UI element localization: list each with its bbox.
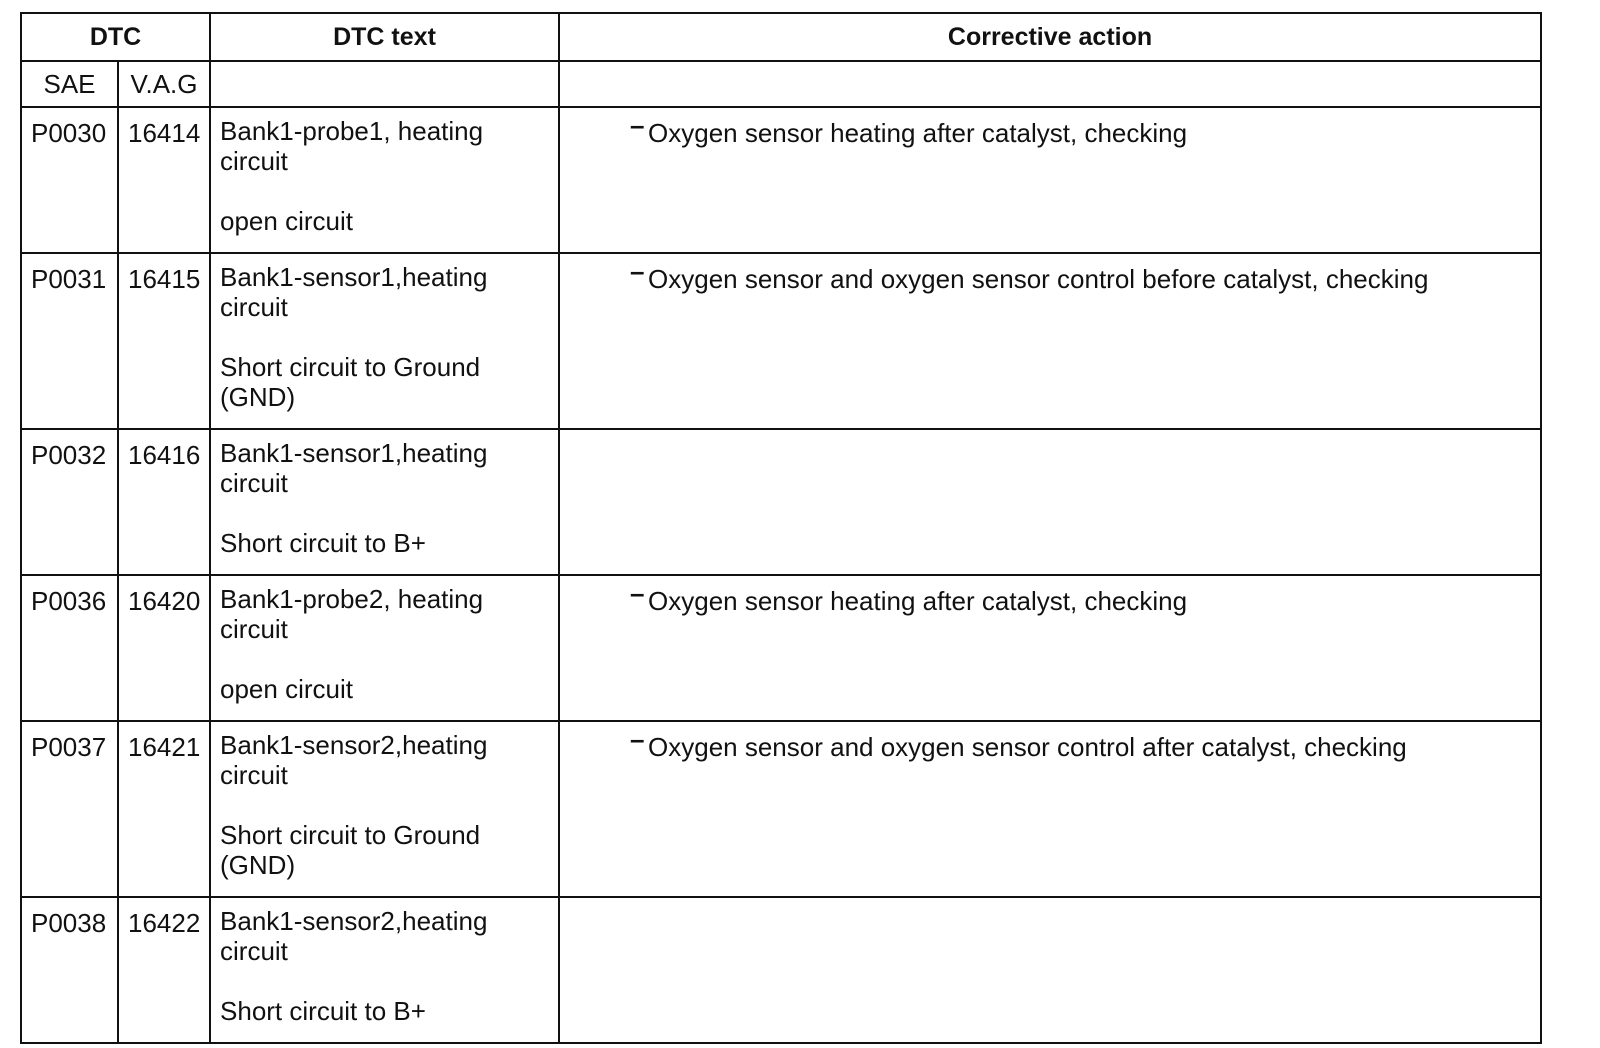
action-link[interactable]: Oxygen sensor and oxygen sensor control before catalyst, checking (648, 264, 1429, 294)
dtc-text-fault: Short circuit to Ground (GND) (220, 352, 481, 412)
table-row (21, 721, 1541, 897)
header-sae: SAE (21, 61, 118, 107)
table-row (21, 253, 1541, 429)
sae-code: P0031 (21, 253, 118, 429)
corrective-action-empty (559, 429, 1541, 575)
corrective-action (559, 253, 1541, 429)
table-row (21, 575, 1541, 721)
action-link[interactable]: Oxygen sensor heating after catalyst, checking (648, 118, 1188, 148)
sae-code: P0030 (21, 107, 118, 253)
header-row-main (21, 13, 1541, 61)
sae-code: P0037 (21, 721, 118, 897)
dash-bullet-icon: – (630, 110, 645, 140)
action-link[interactable]: Oxygen sensor and oxygen sensor control after catalyst, checking (648, 732, 1407, 762)
dtc-text (210, 897, 559, 1043)
vag-code: 16420 (118, 575, 210, 721)
dash-bullet-icon: – (630, 256, 645, 286)
sae-code: P0038 (21, 897, 118, 1043)
sae-code: P0032 (21, 429, 118, 575)
dtc-text-component: Bank1-probe1, heating circuit (220, 116, 484, 176)
corrective-action-empty (559, 897, 1541, 1043)
dash-bullet-icon: – (630, 724, 645, 754)
dtc-text-component: Bank1-sensor1,heating circuit (220, 438, 488, 498)
action-link[interactable]: Oxygen sensor heating after catalyst, checking (648, 586, 1188, 616)
vag-code: 16415 (118, 253, 210, 429)
table-row (21, 429, 1541, 575)
header-corrective-action: Corrective action (559, 13, 1541, 61)
vag-code: 16421 (118, 721, 210, 897)
dtc-text-component: Bank1-sensor2,heating circuit (220, 906, 488, 966)
dtc-text (210, 721, 559, 897)
dtc-text-fault: open circuit (220, 206, 353, 236)
dtc-text-component: Bank1-sensor2,heating circuit (220, 730, 488, 790)
dtc-text (210, 429, 559, 575)
vag-code: 16422 (118, 897, 210, 1043)
dtc-text-fault: open circuit (220, 674, 353, 704)
table-row (21, 897, 1541, 1043)
header-empty-cell (559, 61, 1541, 107)
header-dtc-text: DTC text (210, 13, 559, 61)
table-row (21, 107, 1541, 253)
corrective-action (559, 575, 1541, 721)
header-dtc: DTC (21, 13, 210, 61)
dtc-text-fault: Short circuit to B+ (220, 996, 426, 1026)
dtc-text-component: Bank1-sensor1,heating circuit (220, 262, 488, 322)
header-vag: V.A.G (118, 61, 210, 107)
dtc-text-fault: Short circuit to B+ (220, 528, 426, 558)
dtc-text (210, 107, 559, 253)
vag-code: 16416 (118, 429, 210, 575)
dtc-text (210, 253, 559, 429)
dtc-table (20, 12, 1542, 1044)
sae-code: P0036 (21, 575, 118, 721)
dash-bullet-icon: – (630, 578, 645, 608)
dtc-text-component: Bank1-probe2, heating circuit (220, 584, 484, 644)
corrective-action (559, 107, 1541, 253)
header-empty-cell (210, 61, 559, 107)
vag-code: 16414 (118, 107, 210, 253)
corrective-action (559, 721, 1541, 897)
header-row-sub (21, 61, 1541, 107)
dtc-text (210, 575, 559, 721)
dtc-text-fault: Short circuit to Ground (GND) (220, 820, 481, 880)
